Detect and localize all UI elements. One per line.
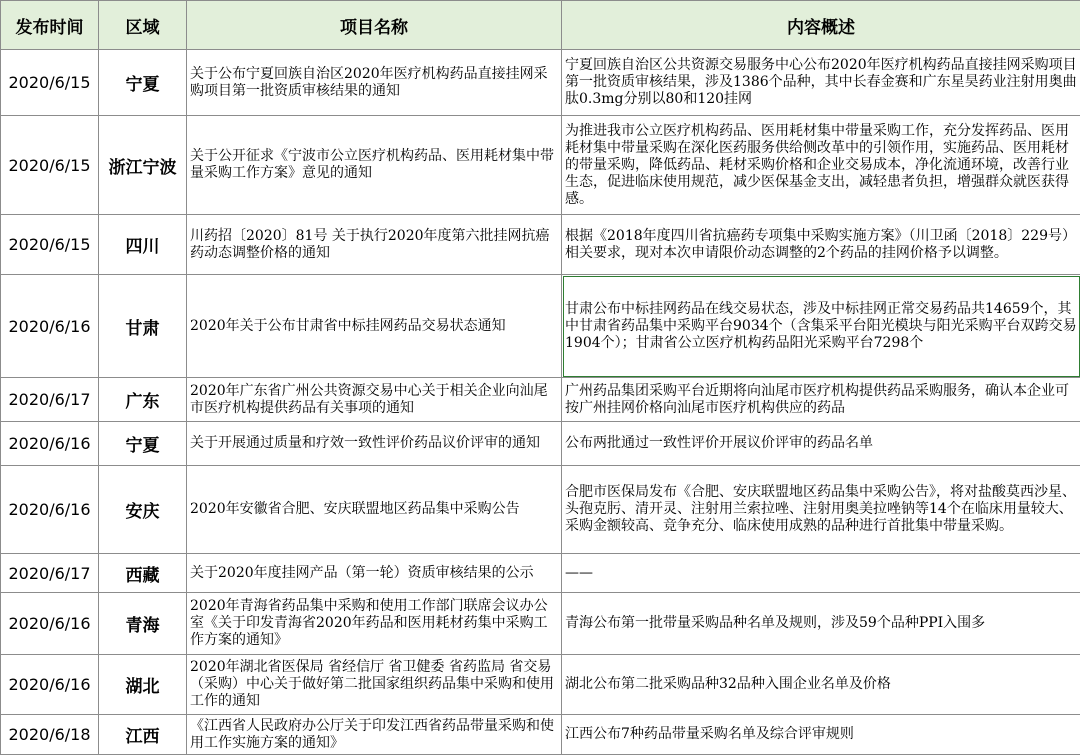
table-row: [1, 593, 1080, 655]
header-row: [1, 1, 1080, 50]
region-cell: 四川: [99, 215, 187, 275]
table-row: [1, 554, 1080, 593]
desc-cell: 江西公布7种药品带量采购名单及综合评审规则: [562, 715, 1080, 755]
header-date: 发布时间: [1, 1, 99, 50]
name-cell: 《江西省人民政府办公厅关于印发江西省药品带量采购和使用工作实施方案的通知》: [187, 715, 562, 755]
desc-cell: 公布两批通过一致性评价开展议价评审的药品名单: [562, 422, 1080, 466]
name-cell: 关于2020年度挂网产品（第一轮）资质审核结果的公示: [187, 554, 562, 593]
date-cell: 2020/6/16: [1, 422, 99, 466]
date-cell: 2020/6/18: [1, 715, 99, 755]
region-cell: 宁夏: [99, 422, 187, 466]
region-cell: 西藏: [99, 554, 187, 593]
region-cell: 青海: [99, 593, 187, 655]
header-name: 项目名称: [187, 1, 562, 50]
region-cell: 浙江宁波: [99, 116, 187, 215]
desc-cell: 根据《2018年度四川省抗癌药专项集中采购实施方案》（川卫函〔2018〕229号）相关要求，现对本次申请限价动态调整的2个药品的挂网价格予以调整。: [562, 215, 1080, 275]
date-cell: 2020/6/15: [1, 50, 99, 116]
table-row: [1, 116, 1080, 215]
region-cell: 广东: [99, 378, 187, 422]
region-cell: 湖北: [99, 655, 187, 715]
date-cell: 2020/6/15: [1, 116, 99, 215]
desc-cell: 湖北公布第二批采购品种32品种入围企业名单及价格: [562, 655, 1080, 715]
date-cell: 2020/6/15: [1, 215, 99, 275]
table-row: [1, 275, 1080, 378]
name-cell: 2020年广东省广州公共资源交易中心关于相关企业向汕尾市医疗机构提供药品有关事项的通知: [187, 378, 562, 422]
desc-cell: 甘肃公布中标挂网药品在线交易状态，涉及中标挂网正常交易药品共14659个，其中甘肃省药品集中采购平台9034个（含集采平台阳光模块与阳光采购平台双跨交易1904个）；甘肃省公立医疗机构药品阳光采购平台7298个: [562, 275, 1080, 378]
name-cell: 2020年关于公布甘肃省中标挂网药品交易状态通知: [187, 275, 562, 378]
table-row: [1, 378, 1080, 422]
date-cell: 2020/6/16: [1, 593, 99, 655]
table-row: [1, 466, 1080, 554]
region-cell: 甘肃: [99, 275, 187, 378]
region-cell: 宁夏: [99, 50, 187, 116]
table-row: [1, 215, 1080, 275]
table-row: [1, 715, 1080, 755]
name-cell: 关于公布宁夏回族自治区2020年医疗机构药品直接挂网采购项目第一批资质审核结果的通知: [187, 50, 562, 116]
name-cell: 2020年青海省药品集中采购和使用工作部门联席会议办公室《关于印发青海省2020年药品和医用耗材药集中采购工作方案的通知》: [187, 593, 562, 655]
table-row: [1, 50, 1080, 116]
date-cell: 2020/6/17: [1, 554, 99, 593]
header-desc: 内容概述: [562, 1, 1080, 50]
date-cell: 2020/6/16: [1, 275, 99, 378]
name-cell: 2020年湖北省医保局 省经信厅 省卫健委 省药监局 省交易（采购）中心关于做好第二批国家组织药品集中采购和使用工作的通知: [187, 655, 562, 715]
date-cell: 2020/6/16: [1, 655, 99, 715]
desc-cell: 青海公布第一批带量采购品种名单及规则，涉及59个品种PPI入围多: [562, 593, 1080, 655]
desc-cell: 合肥市医保局发布《合肥、安庆联盟地区药品集中采购公告》，将对盐酸莫西沙星、头孢克肟、清开灵、注射用兰索拉唑、注射用奥美拉唑钠等14个在临床用量较大、采购金额较高、竞争充分、临床使用成熟的品种进行首批集中带量采购。: [562, 466, 1080, 554]
region-cell: 安庆: [99, 466, 187, 554]
date-cell: 2020/6/17: [1, 378, 99, 422]
date-cell: 2020/6/16: [1, 466, 99, 554]
region-cell: 江西: [99, 715, 187, 755]
name-cell: 川药招〔2020〕81号 关于执行2020年度第六批挂网抗癌药动态调整价格的通知: [187, 215, 562, 275]
name-cell: 关于公开征求《宁波市公立医疗机构药品、医用耗材集中带量采购工作方案》意见的通知: [187, 116, 562, 215]
name-cell: 关于开展通过质量和疗效一致性评价药品议价评审的通知: [187, 422, 562, 466]
desc-cell: ——: [562, 554, 1080, 593]
name-cell: 2020年安徽省合肥、安庆联盟地区药品集中采购公告: [187, 466, 562, 554]
desc-cell: 广州药品集团采购平台近期将向汕尾市医疗机构提供药品采购服务，确认本企业可按广州挂网价格向汕尾市医疗机构供应的药品: [562, 378, 1080, 422]
desc-cell: 宁夏回族自治区公共资源交易服务中心公布2020年医疗机构药品直接挂网采购项目第一批资质审核结果，涉及1386个品种，其中长春金赛和广东星昊药业注射用奥曲肽0.3mg分别以80和120挂网: [562, 50, 1080, 116]
header-region: 区域: [99, 1, 187, 50]
desc-cell: 为推进我市公立医疗机构药品、医用耗材集中带量采购工作，充分发挥药品、医用耗材集中带量采购在深化医药服务供给侧改革中的引领作用，实施药品、医用耗材的带量采购，降低药品、耗材采购价格和企业交易成本，净化流通环境，改善行业生态，促进临床使用规范，减少医保基金支出，减轻患者负担，增强群众就医获得感。: [562, 116, 1080, 215]
table-row: [1, 422, 1080, 466]
table-row: [1, 655, 1080, 715]
